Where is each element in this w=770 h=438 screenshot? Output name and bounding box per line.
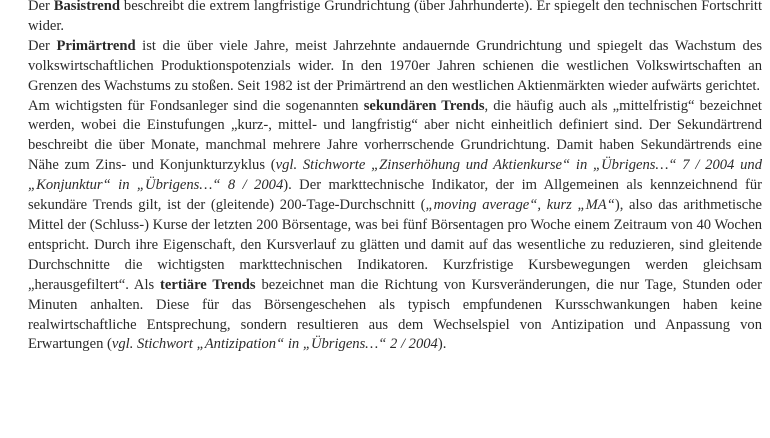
term-sekundaere-trends: sekundären Trends	[363, 97, 485, 114]
text-run: ist die über viele Jahre, meist Jahrzehnte andauernde Grundrichtung und spiegelt das Wachstum des volkswirtschaftlichen Produktionspotenzials wider. In den 1970er Jahren schienen die westlichen Volkswirtschaften an Grenzen des Wachstums zu stoßen. Seit 1982 ist der Primärtrend an den westlichen Aktienmärkten wieder aufwärts gerichtet.	[28, 37, 763, 94]
term-primaertrend: Primärtrend	[56, 37, 136, 54]
document-body	[28, 0, 762, 355]
text-run: Der	[28, 0, 54, 14]
paragraph-sekundaertrend	[28, 97, 762, 356]
text-run: beschreibt die extrem langfristige Grundrichtung (über Jahrhunderte). Er spiegelt den technischen Fortschritt wider.	[28, 0, 762, 34]
term-moving-average: „moving average“, kurz „MA“	[425, 197, 615, 214]
reference-zinserhoehung-konjunktur: vgl. Stichworte „Zinserhöhung und Aktienkurse“ in „Übrigens…“ 7 / 2004 und „Konjunktur“ in „Übrigens…“ 8 / 2004	[28, 157, 763, 194]
text-run: , die häufig auch als „mittelfristig“ bezeichnet werden, wobei die Einstufungen „kurz-, mittel- und langfristig“ aber nicht einheitlich definiert sind. Der Sekundärtrend beschreibt die über Monate, manchmal mehrere Jahre vorherrschende Grundrichtung. Damit haben Sekundärtrends eine Nähe zum Zins- und Konjunkturzyklus (	[28, 97, 762, 174]
text-run: ), also das arithmetische Mittel der (Schluss-) Kurse der letzten 200 Börsentage, was bei fünf Börsentagen pro Woche einem Zeitraum von 40 Wochen entspricht. Durch ihre Eigenschaft, den Kursverlauf zu glätten und damit auf das wesentliche zu reduzieren, sind gleitende Durchschnitte die wichtigsten markttechnischen Indikatoren. Kurzfristige Kursbewegungen werden gleichsam „herausgefiltert“. Als	[28, 197, 762, 293]
text-run: bezeichnet man die Richtung von Kursveränderungen, die nur Tage, Stunden oder Minuten anhalten. Diese für das Börsengeschehen als typisch empfundenen Kursschwankungen haben keine realwirtschaftliche Entsprechung, sondern resultieren aus dem Wechselspiel von Antizipation und Anpassung von Erwartungen (	[28, 276, 762, 353]
text-run: Am wichtigsten für Fondsanleger sind die sogenannten	[28, 97, 364, 114]
text-run: ). Der markttechnische Indikator, der im Allgemeinen als kennzeichnend für sekundäre Trends gilt, ist der (gleitende) 200-Tage-Durchschnitt (	[28, 177, 762, 214]
text-run: Der	[28, 37, 57, 54]
term-tertiaere-trends: tertiäre Trends	[160, 276, 256, 293]
text-run: ).	[437, 336, 447, 353]
reference-antizipation: vgl. Stichwort „Antizipation“ in „Übrigens…“ 2 / 2004	[111, 336, 438, 353]
paragraph-primaertrend	[28, 37, 762, 97]
term-basistrend: Basistrend	[53, 0, 121, 14]
paragraph-basistrend	[28, 0, 762, 37]
